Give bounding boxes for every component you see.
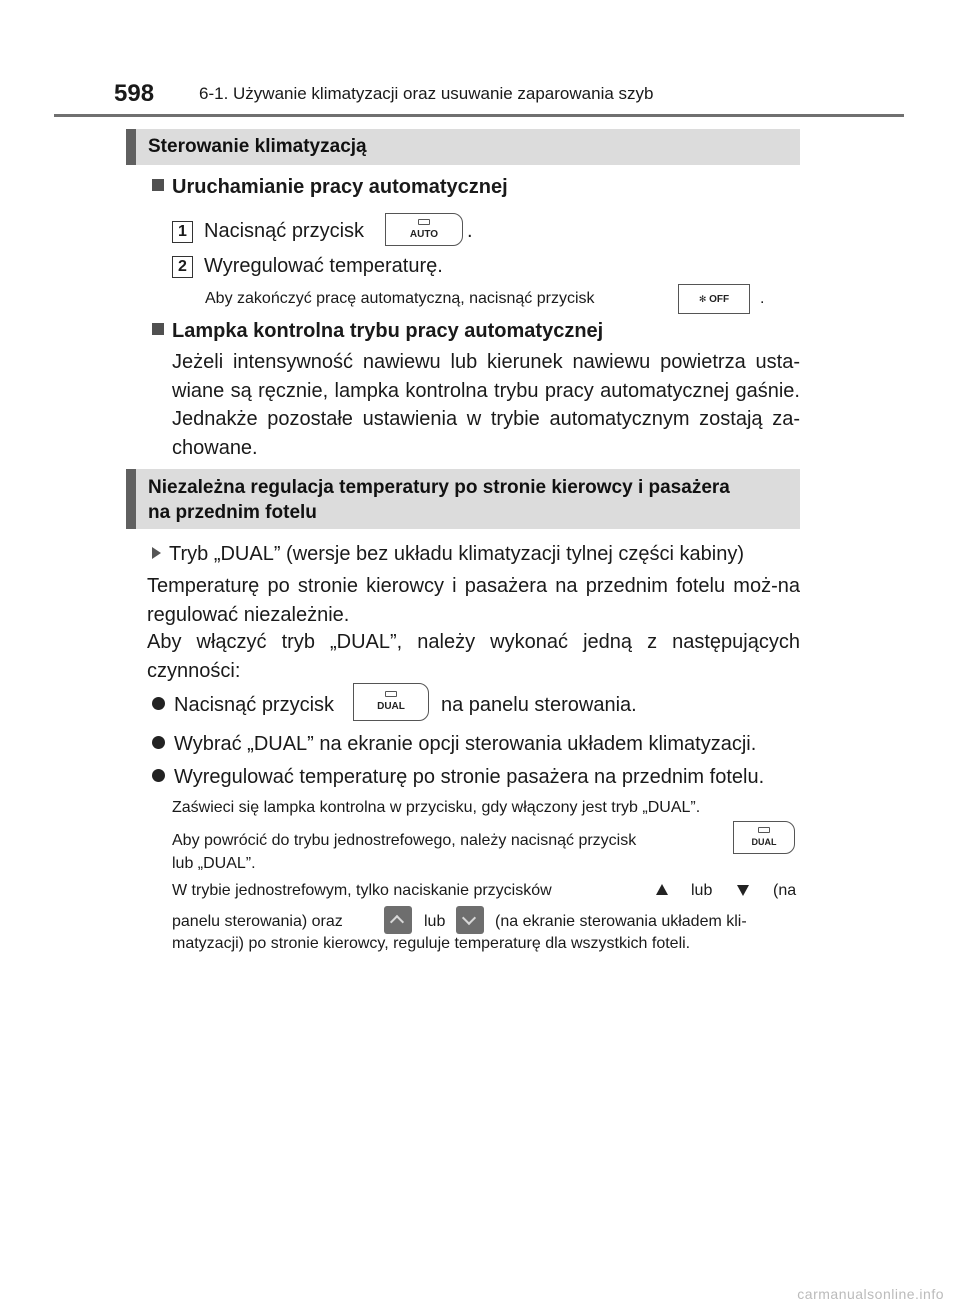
bullet-press-dual-end: na panelu sterowania. (441, 694, 637, 716)
step-2-text: Wyregulować temperaturę. (204, 255, 443, 277)
indicator-lamp-icon (758, 827, 770, 833)
word-na: (na (773, 882, 797, 899)
step-1-text: Nacisnąć przycisk (204, 220, 365, 242)
section-title-line-1: Niezależna regulacja temperatury po stronie kierowcy i pasażera (148, 477, 730, 498)
off-button-icon: ✻ OFF (678, 284, 750, 314)
screen-down-arrow-icon (456, 906, 484, 934)
word-lub: lub (691, 882, 713, 899)
section-title-line-2: na przednim fotelu (148, 502, 317, 523)
subheading-auto-mode: Uruchamianie pracy automatycznej (152, 176, 508, 199)
dual-indicator-note: Zaświeci się lampka kontrolna w przycisku, gdy włączony jest tryb „DUAL”. (172, 799, 701, 816)
dual-paragraph-1: Temperaturę po stronie kierowcy i pasażera na przednim fotelu moż-na regulować niezależnie. (147, 575, 800, 626)
single-zone-behaviour-line-1a: W trybie jednostrefowym, tylko naciskanie przycisków (172, 882, 552, 899)
auto-button-icon: AUTO (385, 213, 463, 246)
round-bullet-icon (152, 769, 165, 782)
single-zone-behaviour-line-3: matyzacji) po stronie kierowcy, reguluje temperaturę dla wszystkich foteli. (172, 935, 691, 952)
step-number-1: 1 (172, 221, 193, 243)
watermark: carmanualsonline.info (797, 1286, 944, 1302)
bullet-select-dual: Wybrać „DUAL” na ekranie opcji sterowania układem klimatyzacji. (152, 731, 756, 758)
bullet-adjust-passenger: Wyregulować temperaturę po stronie pasażera na przednim fotelu. (152, 764, 764, 791)
bullet-press-dual: Nacisnąć przycisk (152, 692, 334, 719)
temp-down-triangle-icon (737, 885, 749, 896)
page-header (0, 0, 960, 120)
indicator-lamp-icon (385, 691, 397, 697)
round-bullet-icon (152, 697, 165, 710)
header-divider (54, 114, 904, 117)
dual-paragraph-2: Aby włączyć tryb „DUAL”, należy wykonać jedną z następujących czynności: (147, 631, 800, 682)
round-bullet-icon (152, 736, 165, 749)
chapter-title: 6-1. Używanie klimatyzacji oraz usuwanie zaparowania szyb (199, 84, 654, 103)
temp-up-triangle-icon (656, 884, 668, 895)
fan-icon: ✻ (698, 294, 707, 304)
arrow-right-icon (152, 547, 161, 559)
note-end: . (760, 290, 765, 307)
word-lub-2: lub (424, 913, 446, 930)
page-number: 598 (114, 80, 155, 107)
dual-button-small-icon: DUAL (733, 821, 795, 854)
auto-indicator-paragraph: Jeżeli intensywność nawiewu lub kierunek nawiewu powietrza usta-wiane są ręcznie, lampka kontrolna trybu pracy automatycznej gaśnie. Jednakże pozostałe ustawienia w trybie automatycznym zostają za-chowane. (172, 351, 800, 459)
screen-up-arrow-icon (384, 906, 412, 934)
single-zone-behaviour-line-2b: (na ekranie sterowania układem kli- (495, 913, 747, 930)
section-title: Sterowanie klimatyzacją (148, 136, 367, 157)
square-bullet-icon (152, 323, 164, 335)
auto-stop-note: Aby zakończyć pracę automatyczną, nacisnąć przycisk (205, 290, 595, 307)
single-zone-note: Aby powrócić do trybu jednostrefowego, należy nacisnąć przycisk (172, 832, 637, 849)
step-1-end: . (467, 220, 473, 242)
single-zone-behaviour-line-2a: panelu sterowania) oraz (172, 913, 343, 930)
step-number-2: 2 (172, 256, 193, 278)
square-bullet-icon (152, 179, 164, 191)
subheading-auto-indicator: Lampka kontrolna trybu pracy automatycznej (152, 320, 603, 343)
indicator-lamp-icon (418, 219, 430, 225)
dual-button-icon: DUAL (353, 683, 429, 721)
section-heading-climate-control (126, 129, 800, 165)
single-zone-note-end: lub „DUAL”. (172, 855, 256, 872)
section-heading-dual-zone (126, 469, 800, 529)
dual-mode-line: Tryb „DUAL” (wersje bez układu klimatyzacji tylnej części kabiny) (152, 541, 744, 568)
